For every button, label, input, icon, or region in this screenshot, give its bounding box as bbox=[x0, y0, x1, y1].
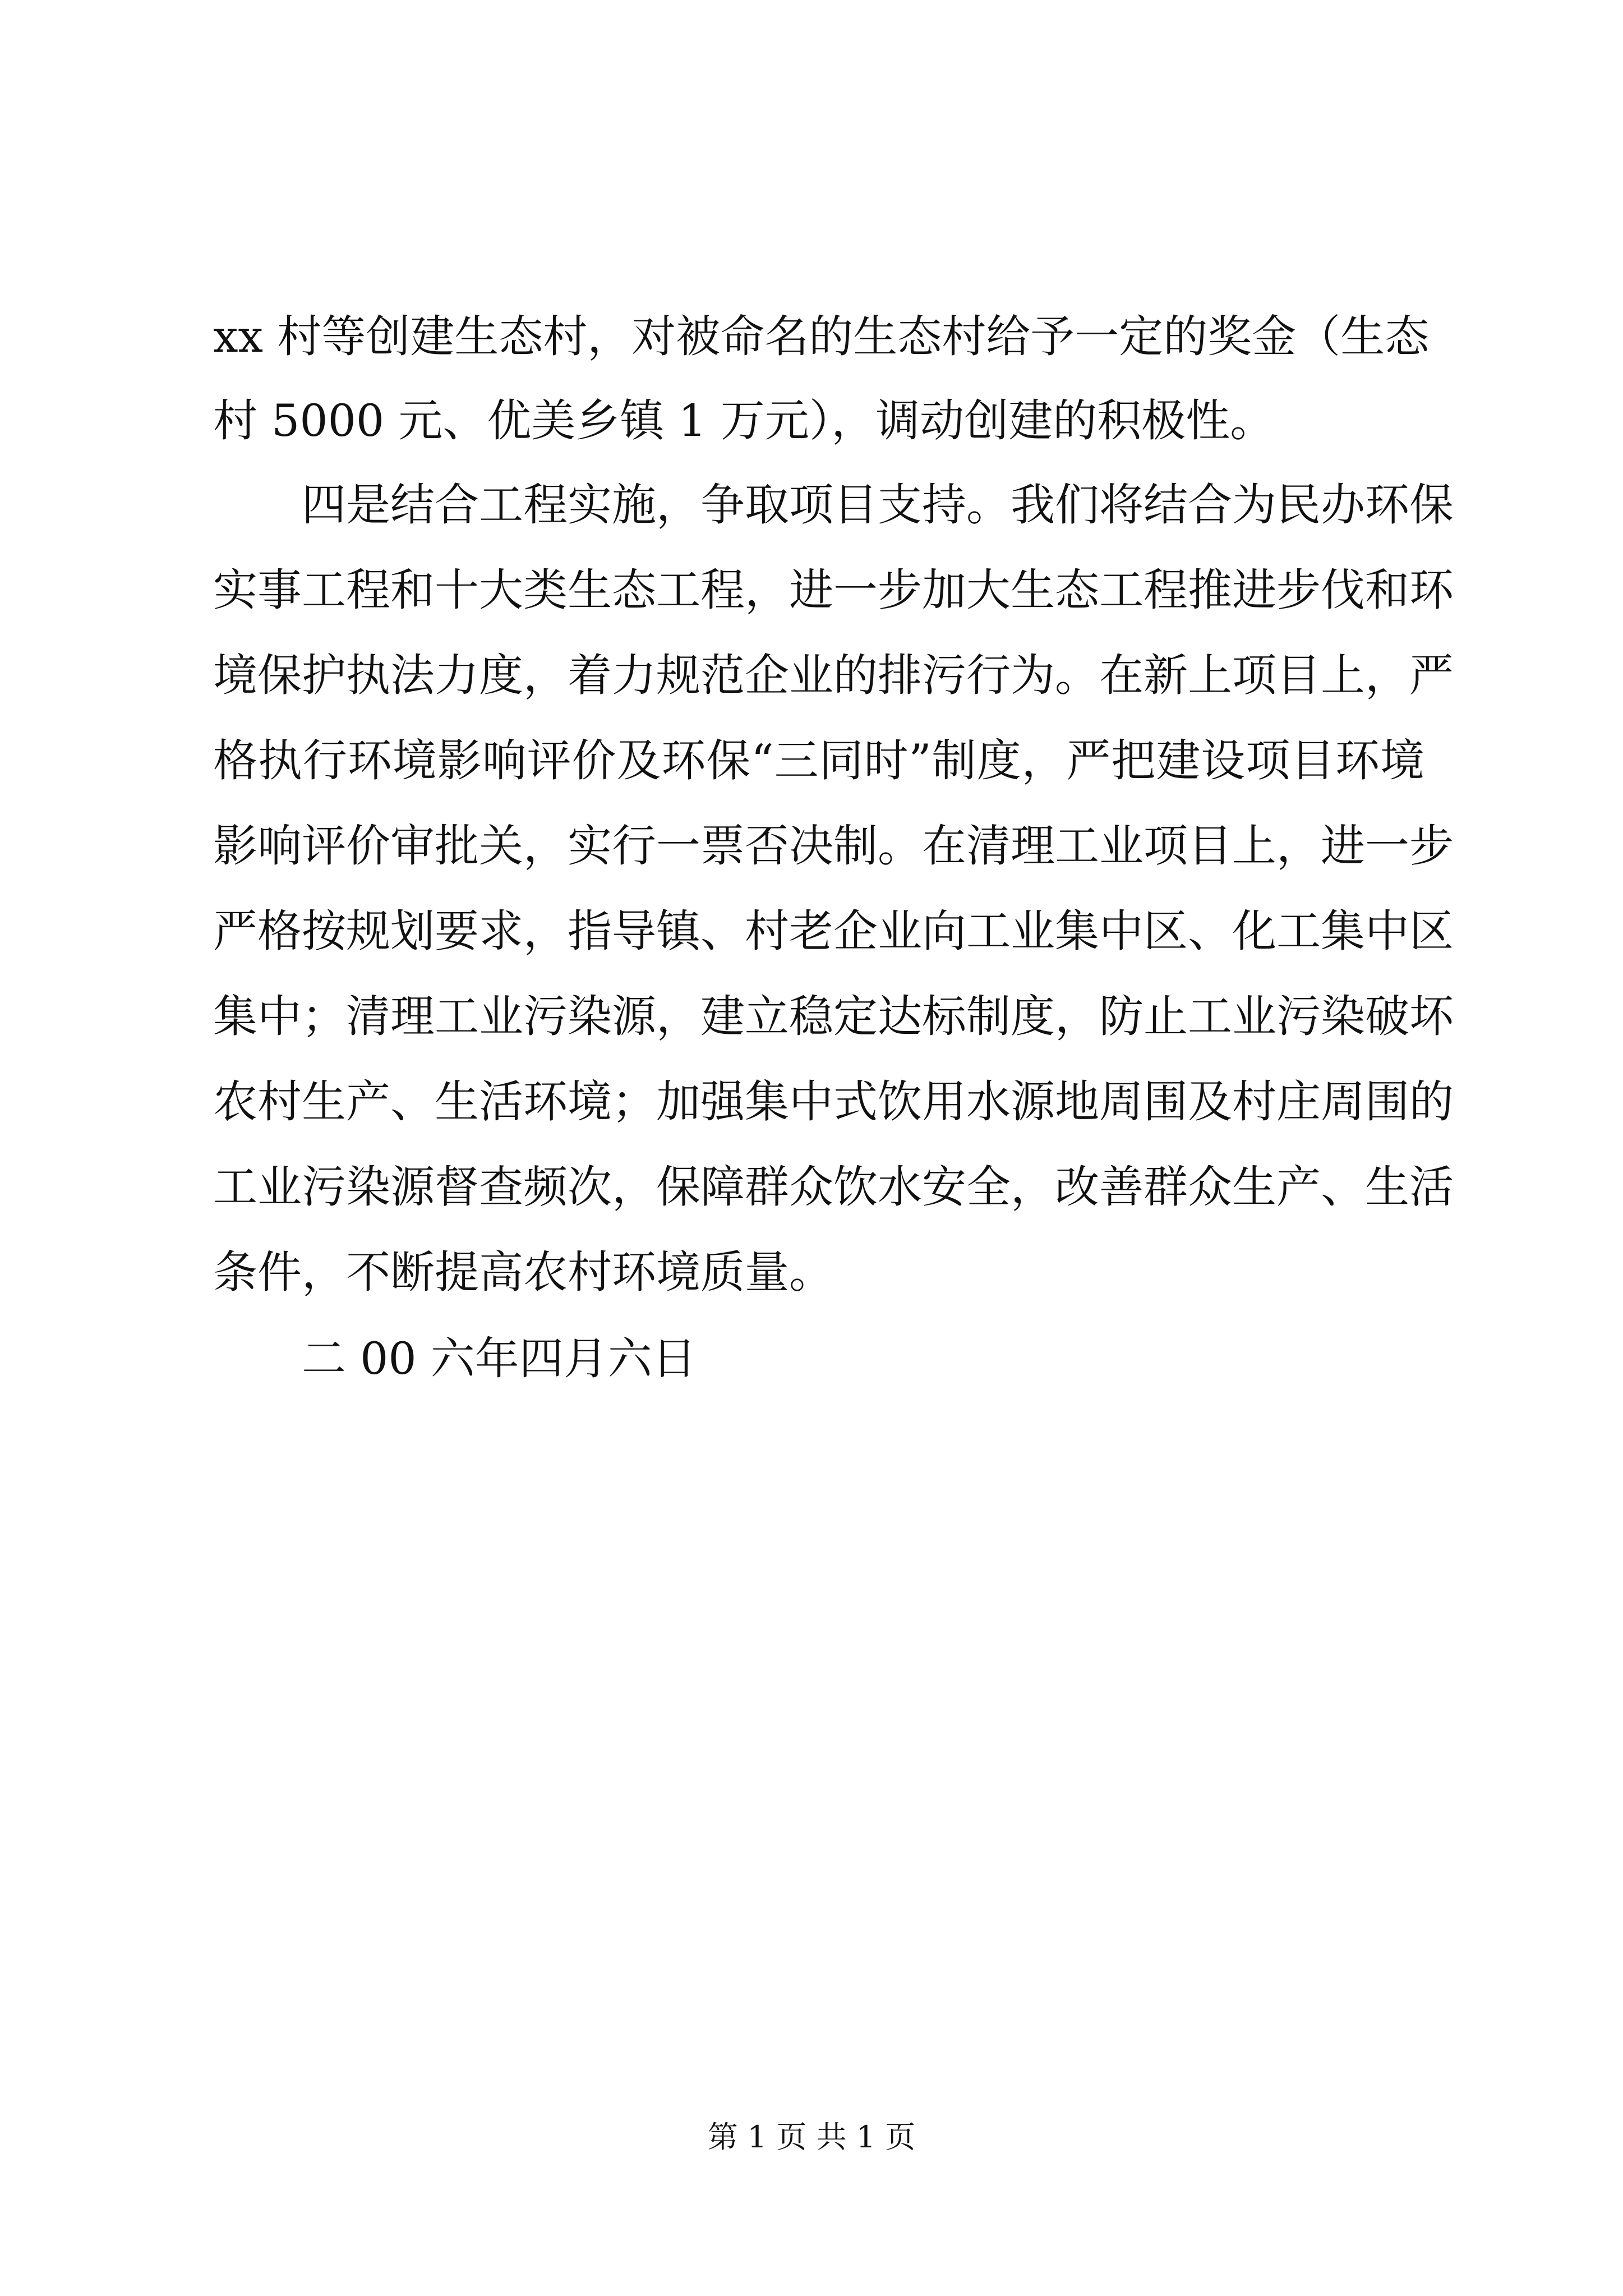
paragraph-2-line-9: 工业污染源督查频次，保障群众饮水安全，改善群众生产、生活 bbox=[213, 1161, 1454, 1213]
paragraph-1-line-1: xx 村等创建生态村，对被命名的生态村给予一定的奖金（生态 bbox=[213, 311, 1430, 362]
paragraph-1-line-2: 村 5000 元、优美乡镇 1 万元），调动创建的积极性。 bbox=[213, 395, 1275, 447]
date-line: 二 00 六年四月六日 bbox=[302, 1333, 697, 1384]
paragraph-2-line-8: 农村生产、生活环境；加强集中式饮用水源地周围及村庄周围的 bbox=[213, 1076, 1454, 1128]
page-number-footer: 第 1 页 共 1 页 bbox=[707, 2119, 916, 2155]
paragraph-2-line-2: 实事工程和十大类生态工程，进一步加大生态工程推进步伐和环 bbox=[213, 564, 1454, 616]
paragraph-2-line-10: 条件，不断提高农村环境质量。 bbox=[213, 1246, 833, 1298]
paragraph-2-line-4: 格执行环境影响评价及环保“三同时”制度，严把建设项目环境 bbox=[213, 735, 1424, 786]
paragraph-2-line-7: 集中；清理工业污染源，建立稳定达标制度，防止工业污染破坏 bbox=[213, 991, 1454, 1042]
paragraph-2-line-5: 影响评价审批关，实行一票否决制。在清理工业项目上，进一步 bbox=[213, 820, 1454, 872]
paragraph-2-line-6: 严格按规划要求，指导镇、村老企业向工业集中区、化工集中区 bbox=[213, 905, 1454, 957]
paragraph-2-line-1: 四是结合工程实施，争取项目支持。我们将结合为民办环保 bbox=[302, 479, 1454, 531]
paragraph-2-line-3: 境保护执法力度，着力规范企业的排污行为。在新上项目上，严 bbox=[213, 650, 1454, 701]
